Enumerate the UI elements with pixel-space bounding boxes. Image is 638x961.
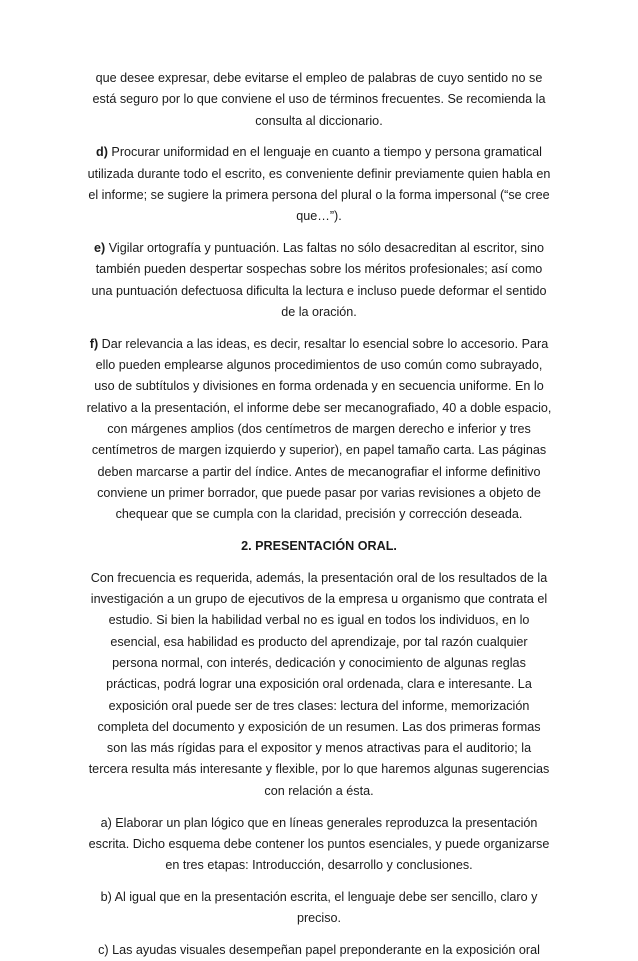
paragraph-oral-intro: Con frecuencia es requerida, además, la presentación oral de los resultados de la investigación a un grupo de ejecutivos de la empresa u organismo que contrata el estudio. Si bien la habilidad verbal no es igual en todos los individuos, en lo esencial, esa habilidad es producto del aprendizaje, por tal razón cualquier persona normal, con interés, dedicación y conocimiento de algunas reglas prácticas, podrá lograr una exposición oral ordenada, clara e interesante. La exposición oral puede ser de tres clases: lectura del informe, memorización completa del documento y exposición de un resumen. Las dos primeras formas son las más rígidas para el expositor y menos atractivas para el auditorio; la tercera resulta más interesante y flexible, por lo que haremos algunas sugerencias con relación a ésta.	[88, 570, 550, 798]
paragraph-f	[86, 334, 552, 526]
paragraph-text: Procurar uniformidad en el lenguaje en cuanto a tiempo y persona gramatical utilizada durante todo el escrito, es conveniente definir previamente quien habla en el informe; se sugiere la primera persona del plural o la forma impersonal (“se cree que…”).	[87, 145, 551, 224]
paragraph-text: Dar relevancia a las ideas, es decir, resaltar lo esencial sobre lo accesorio. Para ello pueden emplearse algunos procedimientos de uso común como subrayado, uso de subtítulos y divisiones en forma ordenada y en secuencia uniforme. En lo relativo a la presentación, el informe debe ser mecanografiado, 40 a doble espacio, con márgenes amplios (dos centímetros de margen derecho e inferior y tres centímetros de margen izquierdo y superior), en papel tamaño carta. Las páginas deben marcarse a partir del índice. Antes de mecanografiar el informe definitivo conviene un primer borrador, que puede pasar por varias revisiones a objeto de chequear que se cumpla con la claridad, precisión y corrección deseada.	[86, 336, 552, 522]
paragraph-text: que desee expresar, debe evitarse el empleo de palabras de cuyo sentido no se está seguro por lo que conviene el uso de términos frecuentes. Se recomienda la consulta al diccionario.	[92, 71, 546, 128]
paragraph-oral-a: a) Elaborar un plan lógico que en líneas generales reproduzca la presentación escrita. Dicho esquema debe contener los puntos esenciales, y puede organizarse en tres etapas: Introducción, desarrollo y conclusiones.	[88, 815, 550, 873]
item-label-f: f)	[89, 336, 99, 351]
paragraph-dictionary	[86, 68, 552, 132]
paragraph-oral-c: c) Las ayudas visuales desempeñan papel preponderante en la exposición oral	[98, 942, 540, 957]
item-label-e: e)	[94, 241, 106, 256]
paragraph-e	[86, 238, 552, 323]
paragraph-d	[86, 142, 552, 227]
item-label-d: d)	[96, 145, 108, 160]
paragraph-oral-b: b) Al igual que en la presentación escrita, el lenguaje debe ser sencillo, claro y preciso.	[100, 889, 538, 926]
section-heading: 2. PRESENTACIÓN ORAL.	[241, 538, 397, 553]
paragraph-text: Vigilar ortografía y puntuación. Las faltas no sólo desacreditan al escritor, sino también pueden despertar sospechas sobre los méritos profesionales; así como una puntuación defectuosa dificulta la lectura e incluso puede deformar el sentido de la oración.	[91, 241, 547, 319]
